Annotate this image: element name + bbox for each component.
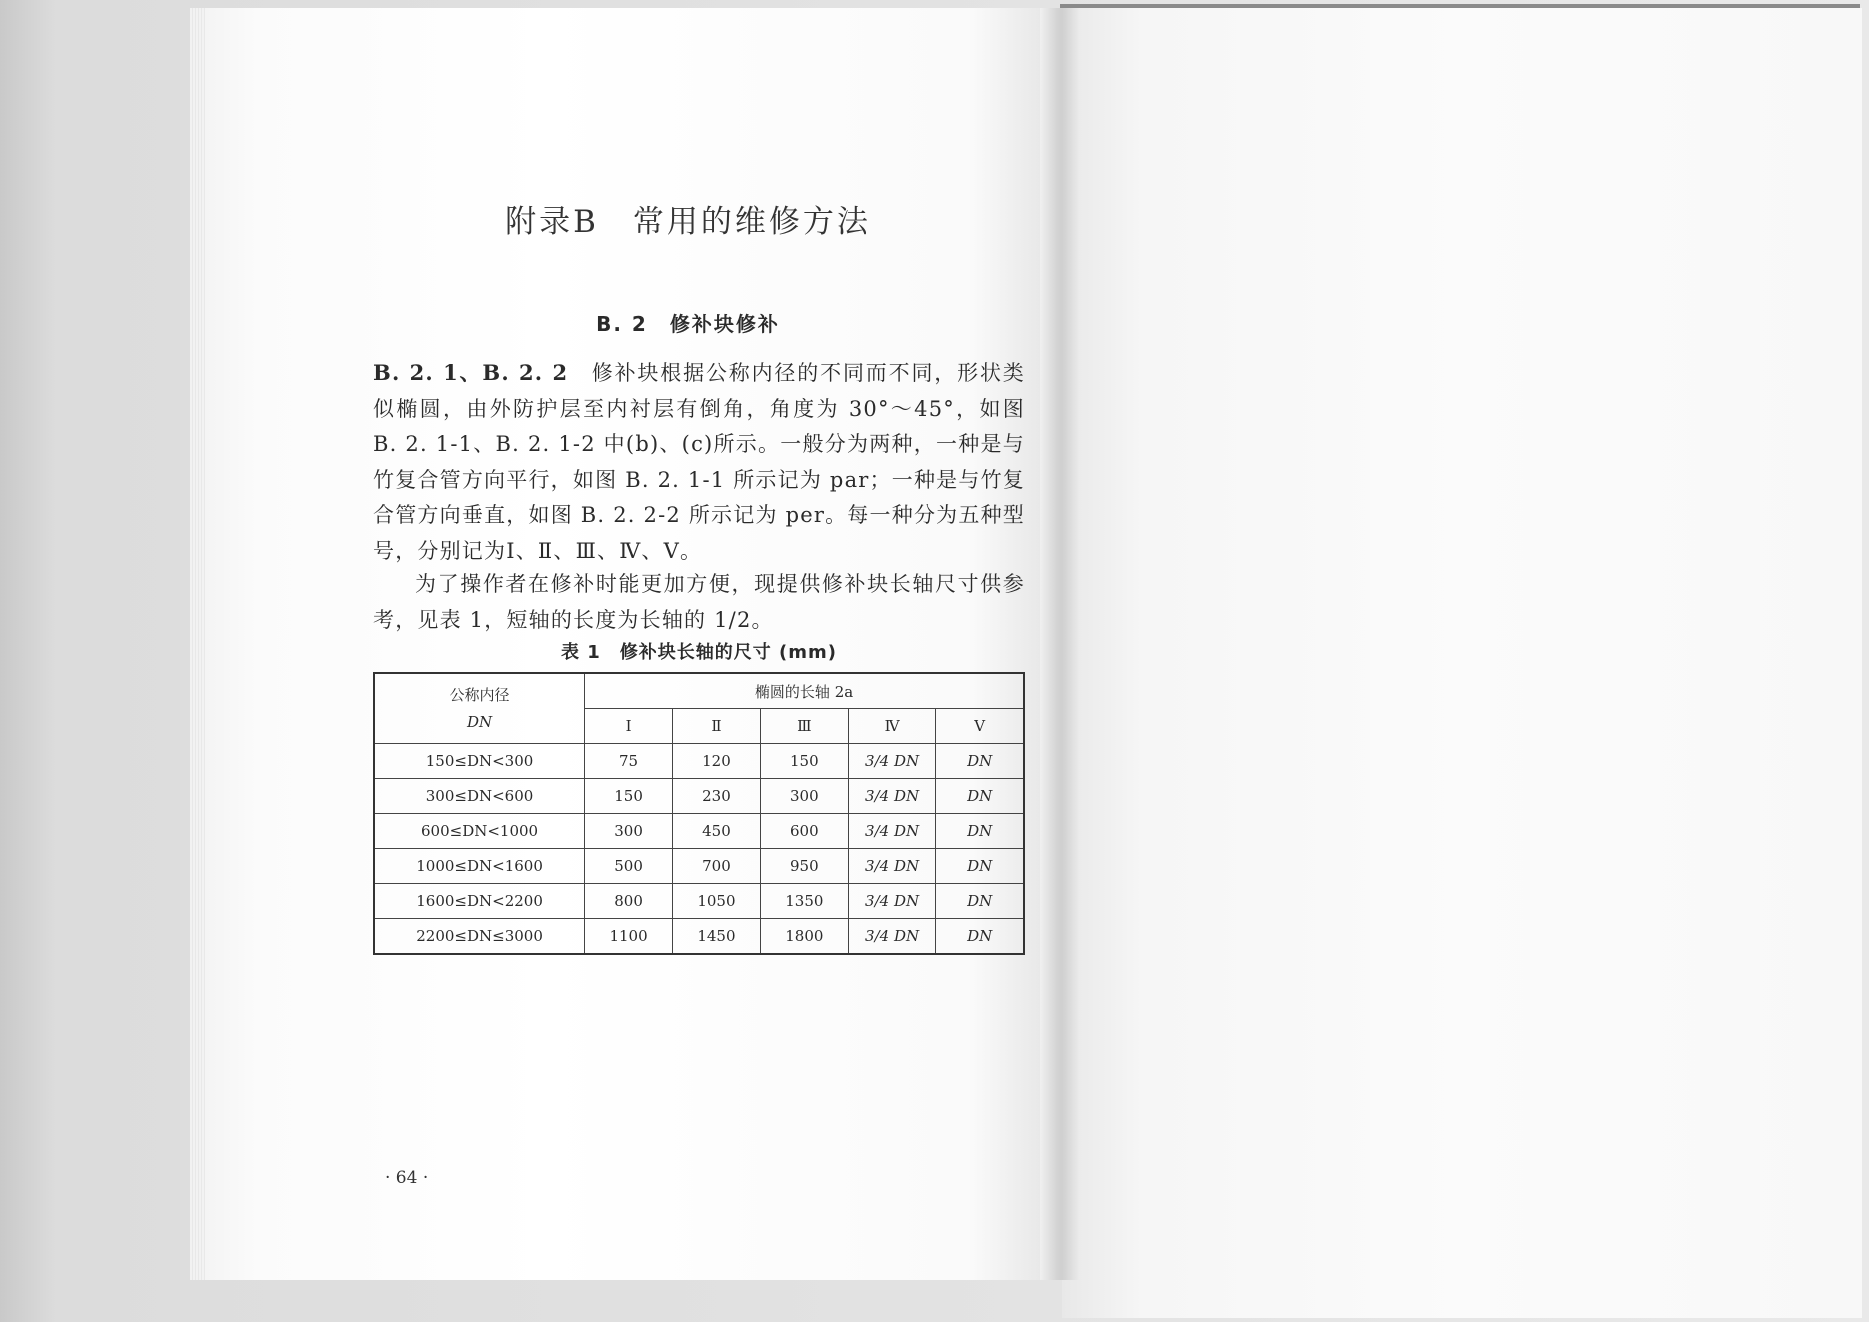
- cell-type-2: 450: [673, 814, 761, 849]
- cell-type-4: 3/4 DN: [848, 779, 936, 814]
- table-row: [374, 744, 1024, 779]
- chapter-title: 附录B 常用的维修方法: [505, 204, 871, 240]
- cell-type-5: DN: [936, 919, 1024, 955]
- cell-type-1: 150: [585, 779, 673, 814]
- cell-type-5: DN: [936, 849, 1024, 884]
- table-header-row-1: [374, 673, 1024, 709]
- table-row: [374, 779, 1024, 814]
- page-number: · 64 ·: [385, 1168, 429, 1188]
- paragraph-1: [373, 355, 1025, 569]
- table-row: [374, 849, 1024, 884]
- cell-type-2: 120: [673, 744, 761, 779]
- cell-type-4: 3/4 DN: [848, 884, 936, 919]
- header-nominal-diameter-label: 公称内径: [449, 685, 510, 704]
- cell-type-3: 1350: [760, 884, 848, 919]
- right-page-blank: [1062, 8, 1862, 1318]
- cell-type-4: 3/4 DN: [848, 919, 936, 955]
- header-type-3: Ⅲ: [760, 709, 848, 744]
- paragraph-2: 为了操作者在修补时能更加方便，现提供修补块长轴尺寸供参考，见表 1，短轴的长度为长轴的 1/2。: [373, 572, 1025, 632]
- cell-type-4: 3/4 DN: [848, 814, 936, 849]
- cell-type-2: 700: [673, 849, 761, 884]
- repair-block-size-table: [373, 672, 1025, 955]
- row-range: 300≤DN<600: [374, 779, 585, 814]
- table-caption: 表 1 修补块长轴的尺寸 (mm): [560, 642, 838, 663]
- row-range: 2200≤DN≤3000: [374, 919, 585, 955]
- section-title: B. 2 修补块修补: [596, 312, 780, 336]
- cell-type-1: 1100: [585, 919, 673, 955]
- table-row: [374, 919, 1024, 955]
- cell-type-4: 3/4 DN: [848, 849, 936, 884]
- table-row: [374, 884, 1024, 919]
- cell-type-3: 950: [760, 849, 848, 884]
- cell-type-5: DN: [936, 744, 1024, 779]
- header-type-1: Ⅰ: [585, 709, 673, 744]
- cell-type-5: DN: [936, 814, 1024, 849]
- cell-type-3: 300: [760, 779, 848, 814]
- table-row: [374, 814, 1024, 849]
- cell-type-1: 75: [585, 744, 673, 779]
- cell-type-3: 600: [760, 814, 848, 849]
- header-nominal-diameter: [374, 673, 585, 744]
- cell-type-3: 1800: [760, 919, 848, 955]
- paragraph-1-text: 修补块根据公称内径的不同而不同，形状类似椭圆，由外防护层至内衬层有倒角，角度为 30°～45°，如图 B. 2. 1-1、B. 2. 1-2 中(b)、(c)所示。一般分为两种，一种是与竹复合管方向平行，如图 B. 2. 1-1 所示记为 par；一种是与竹复合管方向垂直，如图 B. 2. 2-2 所示记为 per。每一种分为五种型号，分别记为Ⅰ、Ⅱ、Ⅲ、Ⅳ、Ⅴ。: [373, 361, 1026, 563]
- row-range: 1600≤DN<2200: [374, 884, 585, 919]
- cell-type-5: DN: [936, 779, 1024, 814]
- cell-type-5: DN: [936, 884, 1024, 919]
- cell-type-1: 500: [585, 849, 673, 884]
- row-range: 150≤DN<300: [374, 744, 585, 779]
- row-range: 600≤DN<1000: [374, 814, 585, 849]
- header-type-4: Ⅳ: [848, 709, 936, 744]
- clause-number: B. 2. 1、B. 2. 2: [373, 360, 569, 385]
- cell-type-3: 150: [760, 744, 848, 779]
- cell-type-2: 230: [673, 779, 761, 814]
- header-type-5: Ⅴ: [936, 709, 1024, 744]
- cell-type-1: 800: [585, 884, 673, 919]
- cell-type-4: 3/4 DN: [848, 744, 936, 779]
- header-type-2: Ⅱ: [673, 709, 761, 744]
- cell-type-2: 1050: [673, 884, 761, 919]
- cell-type-1: 300: [585, 814, 673, 849]
- cell-type-2: 1450: [673, 919, 761, 955]
- row-range: 1000≤DN<1600: [374, 849, 585, 884]
- header-major-axis: 椭圆的长轴 2a: [585, 673, 1024, 709]
- header-dn-label: DN: [466, 712, 493, 731]
- book-gutter: [1040, 8, 1080, 1280]
